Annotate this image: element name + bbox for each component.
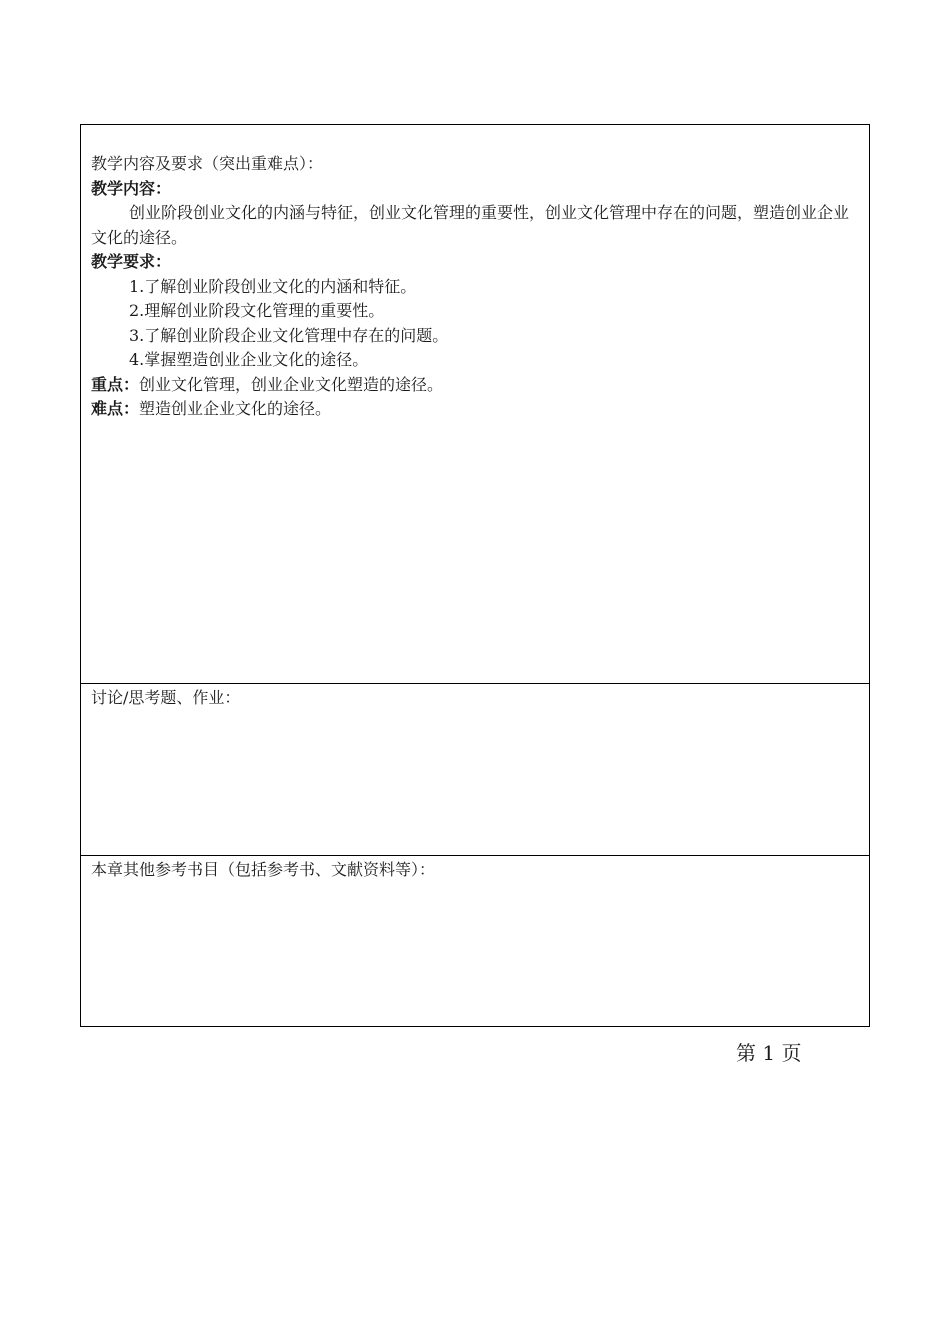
key-points-text: 创业文化管理，创业企业文化塑造的途径。	[139, 374, 444, 394]
teaching-content-text: 创业阶段创业文化的内涵与特征，创业文化管理的重要性，创业文化管理中存在的问题，塑造创业企业文化的途径。	[91, 203, 850, 247]
syllabus-table	[80, 124, 870, 1027]
teaching-requirements-label: 教学要求：	[91, 252, 172, 271]
page-number-value: 1	[762, 1041, 776, 1065]
key-points	[91, 373, 859, 398]
page-prefix: 第	[736, 1041, 756, 1065]
key-points-label: 重点：	[91, 374, 140, 394]
difficult-points-label: 难点：	[91, 399, 140, 418]
teaching-content-label: 教学内容：	[91, 178, 172, 198]
page-number	[736, 1040, 801, 1066]
difficult-points	[91, 397, 859, 422]
teaching-content-cell	[81, 125, 869, 683]
discussion-heading: 讨论/思考题、作业：	[91, 688, 241, 707]
content-heading: 教学内容及要求（突出重难点）：	[91, 154, 324, 173]
references-cell	[81, 855, 869, 1026]
requirement-item: 2.理解创业阶段文化管理的重要性。	[129, 301, 385, 320]
difficult-points-text: 塑造创业企业文化的途径。	[139, 399, 332, 418]
page-suffix: 页	[781, 1041, 802, 1065]
references-heading: 本章其他参考书目（包括参考书、文献资料等）：	[91, 860, 436, 879]
requirement-item: 1.了解创业阶段创业文化的内涵和特征。	[129, 276, 417, 296]
requirement-item: 4.掌握塑造创业企业文化的途径。	[129, 350, 369, 369]
discussion-cell	[81, 683, 869, 855]
requirement-item: 3.了解创业阶段企业文化管理中存在的问题。	[129, 325, 449, 345]
